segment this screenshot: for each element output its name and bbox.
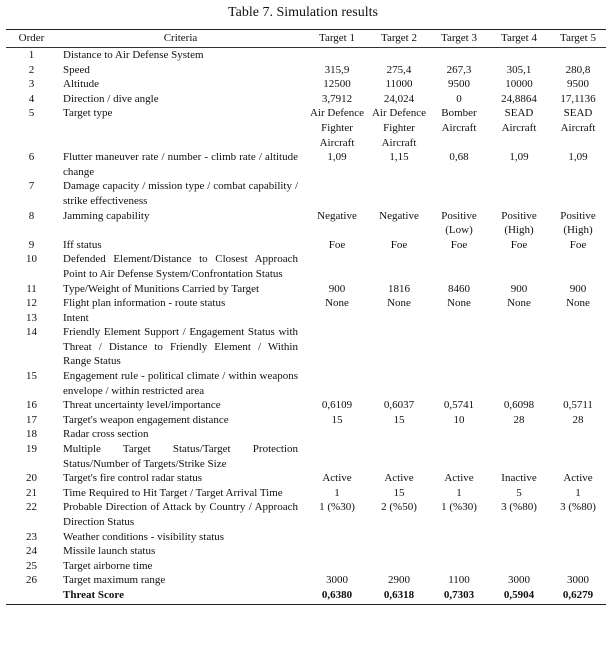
order-cell: 17 [26, 413, 37, 426]
target-3-value [430, 559, 488, 574]
target-1-value: 900 [328, 282, 346, 295]
criteria-cell: Damage capacity / mission type / combat capability / strike effectiveness [63, 180, 298, 207]
target-4-value: 10000 [505, 78, 533, 91]
target-3-value: Active [444, 472, 474, 485]
target-5-value: 0,5711 [563, 399, 593, 412]
order-cell: 13 [26, 311, 37, 324]
criteria-cell: Engagement rule - political climate / within weapons envelope / within restricted area [63, 370, 298, 397]
criteria-cell: Flutter maneuver rate / number - climb rate / altitude change [63, 151, 298, 178]
target-2-value: 1,15 [389, 151, 409, 164]
order-cell: 16 [26, 399, 37, 412]
target-5-value: 9500 [567, 78, 589, 91]
target-1-value: 15 [331, 413, 343, 426]
target-4-value [488, 559, 550, 574]
target-2-value: 24,024 [383, 92, 415, 105]
criteria-cell: Target airborne time [63, 559, 153, 572]
target-1-value [306, 442, 368, 471]
table-row [6, 48, 606, 63]
target-5-value [550, 369, 606, 398]
criteria-cell: Weather conditions - visibility status [63, 530, 225, 543]
target-4-value: 3 (%80) [501, 501, 537, 514]
table-row [6, 311, 606, 326]
target-5-value: 0,6279 [550, 588, 606, 604]
target-4-value: 0,6098 [503, 399, 535, 412]
target-4-value: 5 [516, 486, 522, 499]
target-1-value [306, 48, 368, 63]
target-1-value [306, 252, 368, 281]
target-3-value: 10 [453, 413, 465, 426]
target-3-value [430, 48, 488, 63]
target-1-value: Negative [317, 209, 357, 222]
table-row [6, 92, 606, 107]
target-4-value: 900 [510, 282, 528, 295]
order-cell: 2 [28, 63, 35, 76]
target-1-value [306, 427, 368, 442]
target-1-value [306, 559, 368, 574]
target-3-value [430, 544, 488, 559]
criteria-cell: Multiple Target Status/Target Protection Status/Number of Targets/Strike Size [63, 443, 298, 470]
order-cell: 7 [28, 180, 35, 193]
target-5-value: SEAD Aircraft [560, 107, 596, 134]
criteria-cell: Target's fire control radar status [63, 472, 203, 485]
table-row [6, 179, 606, 208]
target-2-value: Foe [390, 238, 408, 251]
criteria-cell: Speed [63, 63, 90, 76]
target-1-value: 3000 [326, 574, 348, 587]
table-row [6, 252, 606, 281]
order-cell: 22 [26, 501, 37, 514]
target-5-value: 28 [572, 413, 584, 426]
target-2-value [368, 179, 430, 208]
target-5-value: Positive (High) [560, 209, 596, 237]
table-row [6, 500, 606, 529]
target-1-value: 1 [334, 486, 340, 499]
target-1-value: 0,6109 [321, 399, 353, 412]
criteria-cell: Iff status [63, 238, 102, 251]
target-4-value: 0,5904 [488, 588, 550, 604]
target-5-value [550, 544, 606, 559]
target-4-value [488, 252, 550, 281]
target-5-value: 3 (%80) [560, 501, 596, 514]
target-1-value: 3,7912 [321, 92, 353, 105]
target-2-value: Negative [379, 209, 419, 222]
table-row [6, 238, 606, 253]
target-5-value: 1 [575, 486, 581, 499]
target-3-value: None [447, 297, 471, 310]
criteria-cell: Jamming capability [63, 209, 150, 222]
target-4-value [488, 427, 550, 442]
table-row [6, 77, 606, 92]
target-4-value [488, 311, 550, 326]
target-3-value: 9500 [448, 78, 470, 91]
order-cell: 9 [28, 238, 35, 251]
target-5-value: None [566, 297, 590, 310]
target-1-value: Foe [328, 238, 346, 251]
target-5-value: 3000 [567, 574, 589, 587]
target-3-value: 1 (%30) [441, 501, 477, 514]
target-2-value: 0,6037 [383, 399, 415, 412]
target-3-value: 0 [456, 92, 462, 105]
order-cell: 6 [28, 151, 35, 164]
table-row [6, 296, 606, 311]
target-4-value: Foe [510, 238, 528, 251]
target-3-value [430, 311, 488, 326]
target-1-value: Active [322, 472, 352, 485]
table-row [6, 471, 606, 486]
target-4-value: 24,8864 [501, 92, 537, 105]
header-target-4: Target 4 [488, 30, 550, 48]
criteria-cell: Threat Score [57, 588, 306, 604]
criteria-cell: Target type [63, 107, 113, 120]
order-cell: 4 [28, 92, 35, 105]
target-1-value: 1 (%30) [319, 501, 355, 514]
target-2-value [368, 252, 430, 281]
order-cell: 5 [28, 107, 35, 120]
table-row [6, 573, 606, 588]
order-cell: 21 [26, 486, 37, 499]
order-cell: 14 [26, 326, 37, 339]
criteria-cell: Time Required to Hit Target / Target Arrival Time [63, 486, 283, 499]
target-3-value: 1100 [448, 574, 470, 587]
header-target-3: Target 3 [430, 30, 488, 48]
target-1-value [306, 311, 368, 326]
target-4-value [488, 48, 550, 63]
target-4-value: SEAD Aircraft [501, 107, 537, 134]
target-2-value [368, 369, 430, 398]
target-3-value [430, 442, 488, 471]
header-target-1: Target 1 [306, 30, 368, 48]
table-row [6, 530, 606, 545]
target-2-value: 2900 [388, 574, 410, 587]
table-row [6, 325, 606, 369]
target-3-value: 1 [456, 486, 462, 499]
target-5-value: 1,09 [568, 151, 588, 164]
simulation-results-table [6, 29, 606, 605]
target-3-value: Positive (Low) [441, 209, 477, 237]
target-2-value [368, 427, 430, 442]
target-2-value [368, 530, 430, 545]
target-1-value [306, 544, 368, 559]
order-cell [6, 588, 57, 604]
criteria-cell: Altitude [63, 78, 100, 91]
criteria-cell: Probable Direction of Attack by Country / Approach Direction Status [63, 501, 298, 528]
criteria-cell: Radar cross section [63, 428, 149, 441]
header-target-2: Target 2 [368, 30, 430, 48]
target-2-value: 15 [393, 413, 405, 426]
table-row [6, 106, 606, 150]
target-2-value [368, 311, 430, 326]
target-3-value [430, 325, 488, 369]
header-target-5: Target 5 [550, 30, 606, 48]
header-row [6, 30, 606, 48]
target-4-value [488, 179, 550, 208]
order-cell: 8 [28, 209, 35, 222]
header-order: Order [6, 30, 57, 48]
target-1-value [306, 179, 368, 208]
target-2-value [368, 48, 430, 63]
target-5-value [550, 179, 606, 208]
table-row [6, 63, 606, 78]
criteria-cell: Missile launch status [63, 545, 156, 558]
target-2-value: 15 [393, 486, 405, 499]
target-2-value: 2 (%50) [381, 501, 417, 514]
target-5-value [550, 559, 606, 574]
target-3-value: 267,3 [446, 63, 472, 76]
target-1-value: 12500 [323, 78, 351, 91]
table-row [6, 559, 606, 574]
target-3-value: Bomber Aircraft [441, 107, 477, 134]
target-1-value: Air Defence Fighter Aircraft [309, 107, 365, 149]
order-cell: 25 [26, 559, 37, 572]
target-2-value: Air Defence Fighter Aircraft [371, 107, 427, 149]
table-row [6, 209, 606, 238]
target-2-value [368, 559, 430, 574]
target-5-value: 900 [569, 282, 587, 295]
target-1-value [306, 530, 368, 545]
table-row [6, 544, 606, 559]
order-cell: 26 [26, 574, 37, 587]
order-cell: 10 [26, 253, 37, 266]
order-cell: 1 [28, 49, 35, 61]
target-5-value [550, 325, 606, 369]
target-3-value [430, 252, 488, 281]
order-cell: 15 [26, 370, 37, 383]
target-5-value [550, 530, 606, 545]
target-4-value: 28 [513, 413, 525, 426]
order-cell: 12 [26, 297, 37, 310]
criteria-cell: Type/Weight of Munitions Carried by Target [63, 282, 260, 295]
target-4-value: 1,09 [509, 151, 529, 164]
target-5-value [550, 311, 606, 326]
table-body [6, 48, 606, 605]
target-1-value: None [325, 297, 349, 310]
target-4-value: Inactive [501, 472, 537, 485]
header-criteria: Criteria [57, 30, 306, 48]
target-1-value [306, 369, 368, 398]
target-3-value [430, 427, 488, 442]
criteria-cell: Intent [63, 311, 89, 324]
target-3-value: 0,7303 [430, 588, 488, 604]
order-cell: 19 [26, 443, 37, 456]
order-cell: 18 [26, 428, 37, 441]
criteria-cell: Friendly Element Support / Engagement Status with Threat / Distance to Friendly Element / Within Range Status [63, 326, 298, 368]
criteria-cell: Threat uncertainty level/importance [63, 399, 221, 412]
target-3-value: 0,68 [449, 151, 469, 164]
table-row [6, 282, 606, 297]
target-4-value [488, 369, 550, 398]
order-cell: 3 [28, 78, 35, 91]
target-1-value: 315,9 [324, 63, 350, 76]
threat-score-row [6, 588, 606, 604]
criteria-cell: Flight plan information - route status [63, 297, 226, 310]
table-row [6, 413, 606, 428]
target-5-value: 280,8 [565, 63, 591, 76]
table-row [6, 442, 606, 471]
target-3-value [430, 530, 488, 545]
target-5-value: Active [563, 472, 593, 485]
target-2-value: 0,6318 [368, 588, 430, 604]
order-cell: 20 [26, 472, 37, 485]
table-row [6, 427, 606, 442]
target-4-value: None [507, 297, 531, 310]
criteria-cell: Direction / dive angle [63, 92, 159, 105]
target-4-value [488, 530, 550, 545]
target-1-value: 0,6380 [306, 588, 368, 604]
target-1-value [306, 325, 368, 369]
target-3-value: 8460 [448, 282, 470, 295]
target-5-value [550, 442, 606, 471]
table-row [6, 486, 606, 501]
table-row [6, 369, 606, 398]
target-3-value: Foe [450, 238, 468, 251]
target-3-value [430, 369, 488, 398]
order-cell: 11 [26, 282, 37, 295]
criteria-cell: Target's weapon engagement distance [63, 413, 229, 426]
target-2-value: 11000 [385, 78, 413, 91]
criteria-cell: Distance to Air Defense System [63, 49, 204, 61]
target-5-value: 17,1136 [560, 92, 596, 105]
target-5-value [550, 48, 606, 63]
target-2-value [368, 544, 430, 559]
target-1-value: 1,09 [327, 151, 347, 164]
target-4-value [488, 442, 550, 471]
target-2-value: Active [384, 472, 414, 485]
criteria-cell: Defended Element/Distance to Closest Approach Point to Air Defense System/Confrontation Status [63, 253, 298, 280]
target-3-value [430, 179, 488, 208]
table-row [6, 398, 606, 413]
target-5-value: Foe [569, 238, 587, 251]
target-4-value [488, 325, 550, 369]
target-3-value: 0,5741 [443, 399, 475, 412]
table-row [6, 150, 606, 179]
target-4-value [488, 544, 550, 559]
target-2-value [368, 325, 430, 369]
criteria-cell: Target maximum range [63, 574, 166, 587]
target-2-value: 1816 [388, 282, 410, 295]
target-4-value: 3000 [508, 574, 530, 587]
target-2-value: None [387, 297, 411, 310]
target-4-value: Positive (High) [501, 209, 537, 237]
order-cell: 23 [26, 530, 37, 543]
target-5-value [550, 252, 606, 281]
target-2-value [368, 442, 430, 471]
target-2-value: 275,4 [386, 63, 412, 76]
order-cell: 24 [26, 545, 37, 558]
target-4-value: 305,1 [506, 63, 532, 76]
table-caption: Table 7. Simulation results [228, 5, 378, 20]
target-5-value [550, 427, 606, 442]
